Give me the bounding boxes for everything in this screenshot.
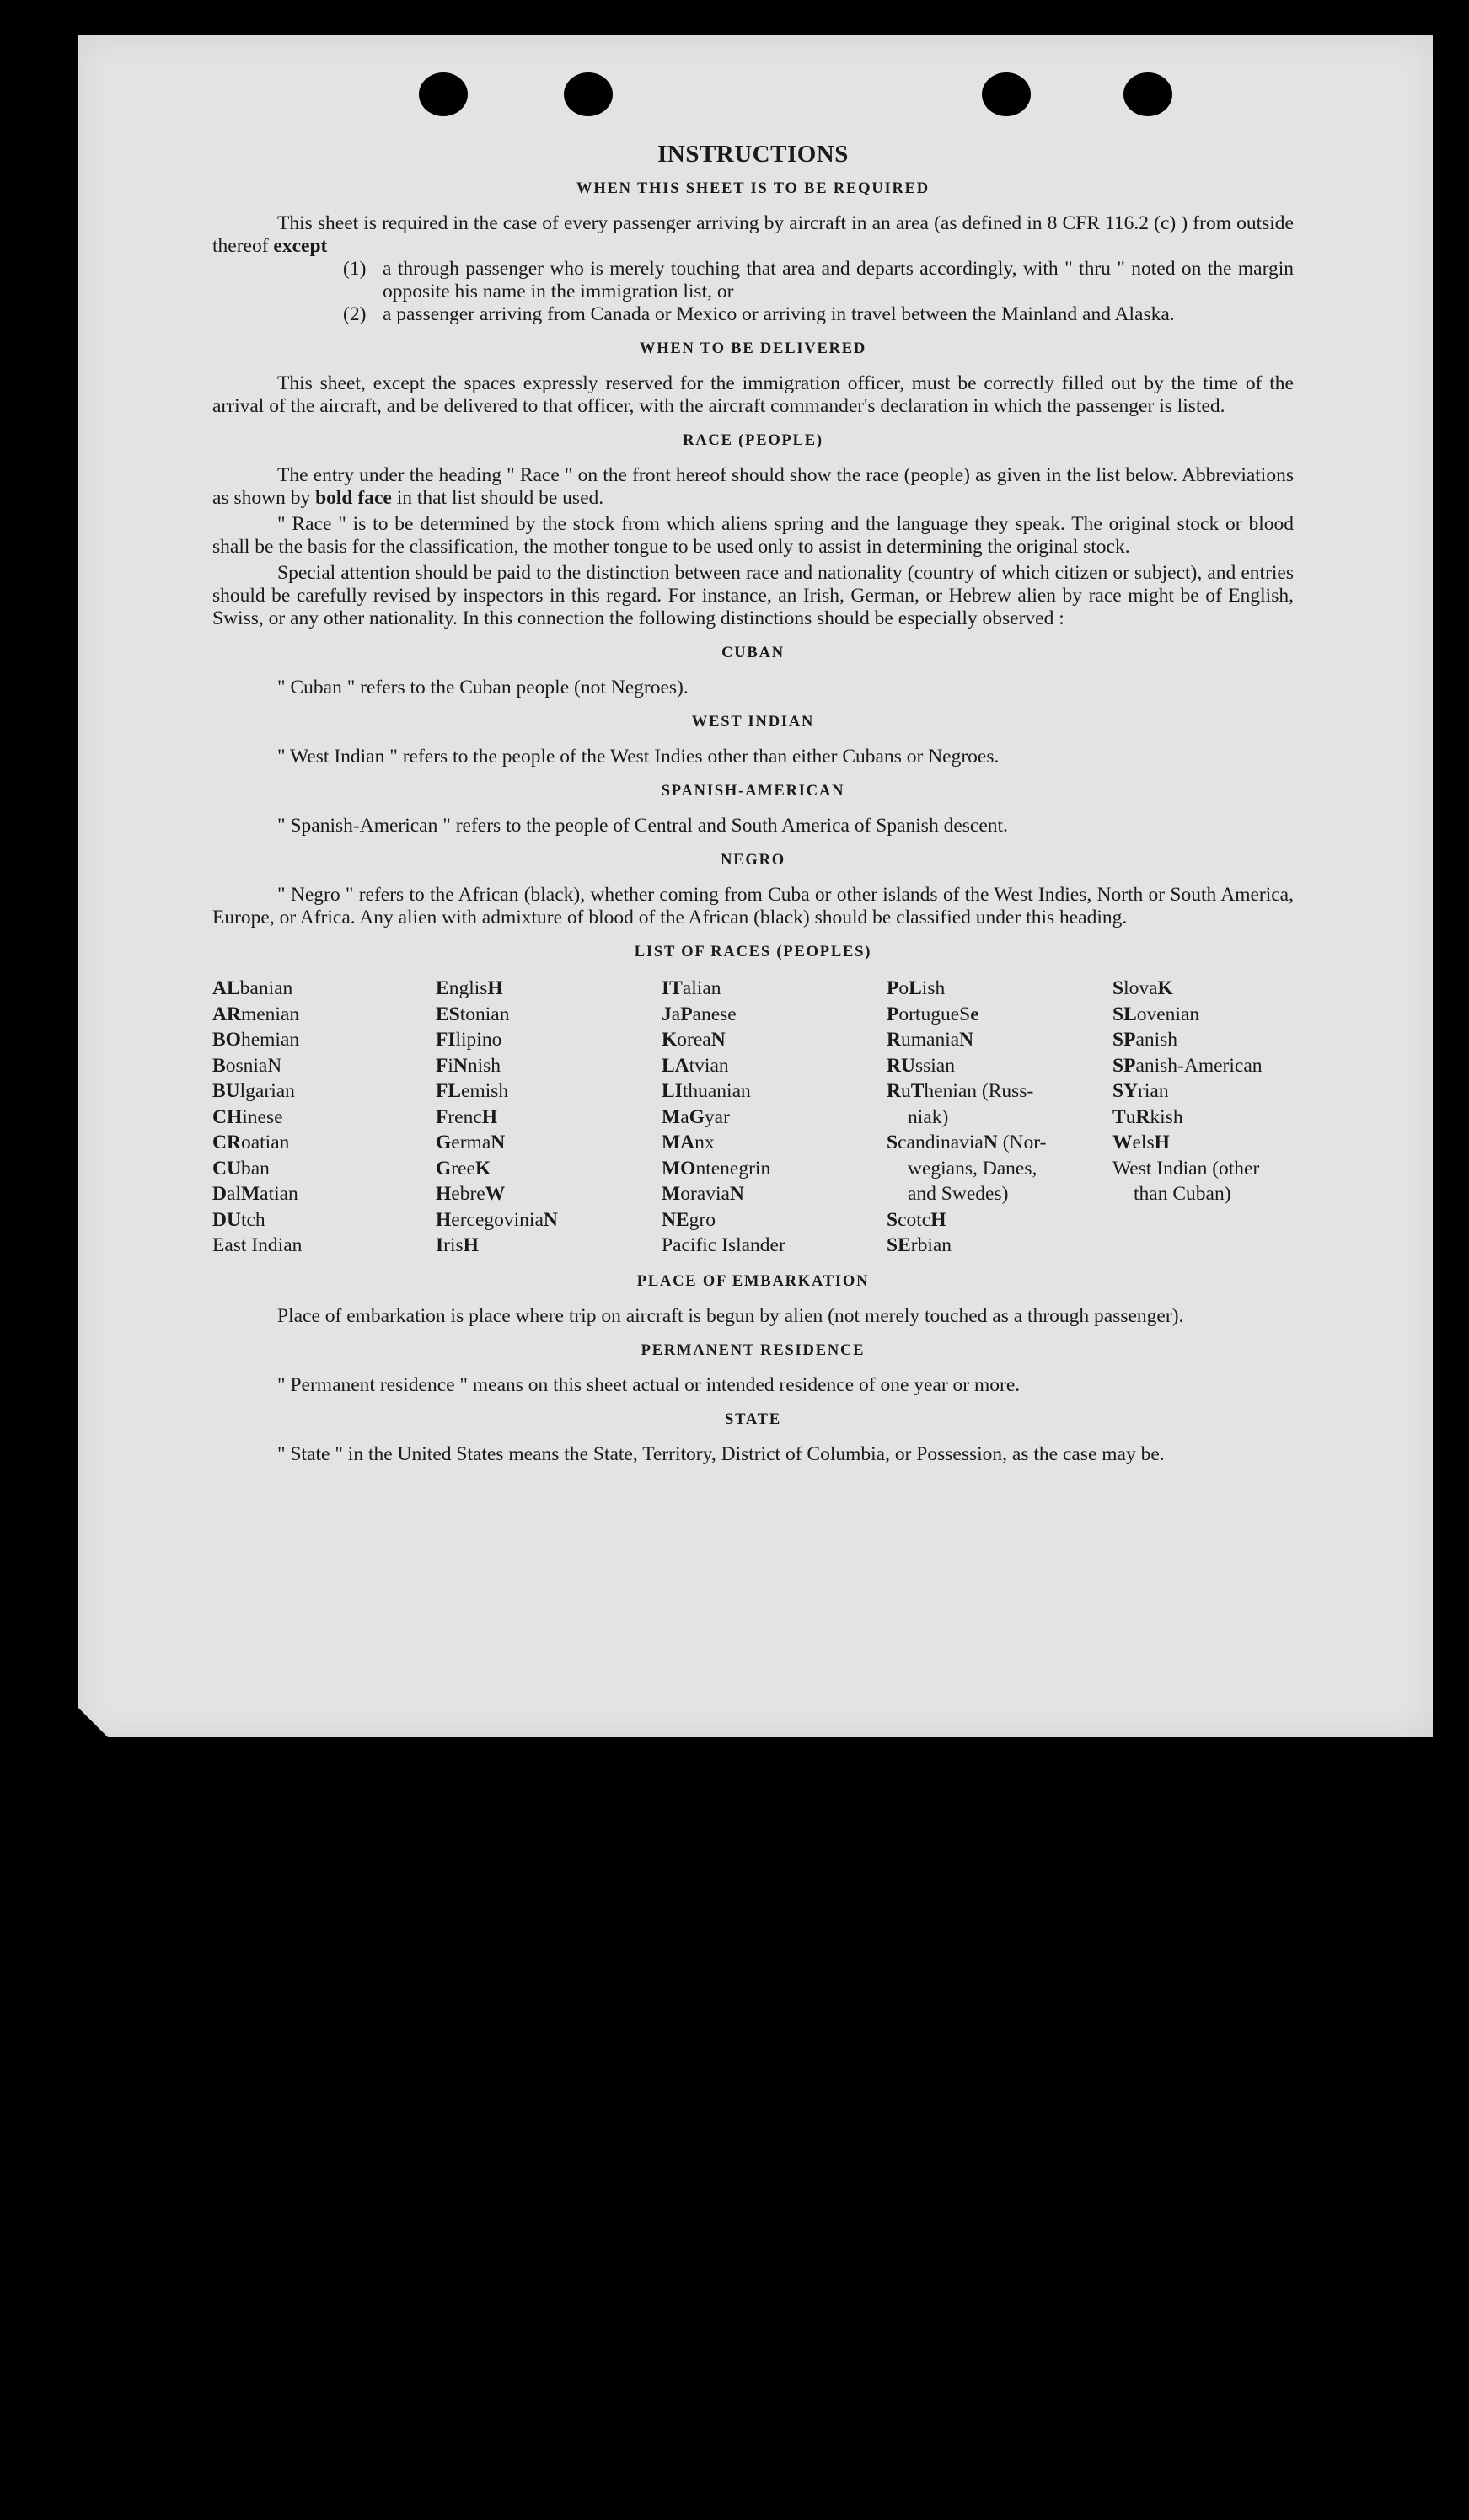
race-entry: SPanish bbox=[1112, 1029, 1178, 1051]
race-entry: GreeK bbox=[436, 1157, 491, 1180]
race-entry: ALbanian bbox=[212, 977, 293, 999]
race-entry: MAnx bbox=[662, 1132, 715, 1153]
race-entry: ITalian bbox=[662, 977, 721, 999]
race-entry: WelsH bbox=[1112, 1132, 1170, 1153]
race-entry: BosniaN bbox=[212, 1054, 282, 1077]
race-entry: RumaniaN bbox=[887, 1029, 974, 1051]
condition-item bbox=[343, 258, 1294, 303]
except-bold: except bbox=[273, 235, 328, 257]
race-entry: FiNnish bbox=[436, 1054, 501, 1077]
section-heading-when-required: WHEN THIS SHEET IS TO BE REQUIRED bbox=[576, 180, 930, 197]
race-entry: SlovaK bbox=[1112, 977, 1173, 999]
race-entry: ScandinaviaN (Nor- bbox=[887, 1132, 1047, 1153]
cuban-text: " Cuban " refers to the Cuban people (not Negroes). bbox=[277, 677, 689, 698]
races-column bbox=[212, 976, 436, 1259]
race-entry: EnglisH bbox=[436, 977, 503, 999]
section-heading-when-delivered: WHEN TO BE DELIVERED bbox=[639, 340, 867, 357]
section-heading-spanish-american: SPANISH-AMERICAN bbox=[661, 783, 845, 800]
race-entry: niak) bbox=[908, 1105, 949, 1128]
race-entry: TuRkish bbox=[1112, 1105, 1183, 1128]
race-entry: RuThenian (Russ- bbox=[887, 1080, 1034, 1102]
section-heading-state: STATE bbox=[725, 1410, 781, 1428]
race-entry: FLemish bbox=[436, 1080, 509, 1102]
embarkation-text: Place of embarkation is place where trip on aircraft is begun by alien (not merely touched as a through passenger). bbox=[277, 1304, 1184, 1327]
condition-number: (2) bbox=[343, 303, 367, 325]
when-delivered-text: This sheet, except the spaces expressly reserved for the immigration officer, must be correctly filled out by the time of the arrival of the aircraft, and be delivered to that officer, with the aircraft commander's declaration in which the passenger is listed. bbox=[212, 372, 1294, 417]
race-entry: East Indian bbox=[212, 1234, 303, 1256]
race-entry: CHinese bbox=[212, 1105, 283, 1128]
race-entry: EStonian bbox=[436, 1003, 510, 1025]
race-entry: HebreW bbox=[436, 1183, 506, 1205]
punch-hole bbox=[1123, 72, 1172, 116]
race-entry: JaPanese bbox=[662, 1003, 737, 1025]
race-entry: BOhemian bbox=[212, 1029, 300, 1051]
race-paragraph-3: Special attention should be paid to the distinction between race and nationality (country of which citizen or subject), and entries should be carefully revised by inspectors in this regard. For instance, an Irish, German, or Hebrew alien by race might be of English, Swiss, or any other nationality. In this connection the following distinctions should be especially observed : bbox=[212, 562, 1294, 629]
race-entry: SLovenian bbox=[1112, 1003, 1200, 1025]
race-entry: DalMatian bbox=[212, 1183, 298, 1205]
punch-hole bbox=[564, 72, 613, 116]
residence-text: " Permanent residence " means on this sheet actual or intended residence of one year or more. bbox=[277, 1373, 1021, 1396]
race-entry: FrencH bbox=[436, 1105, 498, 1128]
race-entry: IrisH bbox=[436, 1234, 479, 1256]
race-entry: Pacific Islander bbox=[662, 1234, 785, 1256]
condition-item bbox=[343, 303, 1294, 326]
races-column bbox=[1112, 976, 1294, 1259]
race-entry: MaGyar bbox=[662, 1105, 730, 1128]
section-heading-west-indian: WEST INDIAN bbox=[691, 714, 815, 730]
race-entry: LAtvian bbox=[662, 1054, 729, 1077]
section-heading-list-of-races: LIST OF RACES (PEOPLES) bbox=[634, 944, 872, 960]
race-entry: LIthuanian bbox=[662, 1080, 751, 1102]
race-paragraph-2: " Race " is to be determined by the stock from which aliens spring and the language they speak. The original stock or blood shall be the basis for the classification, the mother tongue to be used only to assist in determining the original stock. bbox=[212, 513, 1294, 558]
race-entry: and Swedes) bbox=[908, 1183, 1009, 1205]
race-entry: than Cuban) bbox=[1134, 1183, 1231, 1205]
section-heading-race: RACE (PEOPLE) bbox=[683, 432, 823, 449]
races-column bbox=[662, 976, 887, 1259]
race-entry: CRoatian bbox=[212, 1132, 290, 1153]
page-title: INSTRUCTIONS bbox=[657, 141, 849, 168]
race-entry: ScotcH bbox=[887, 1208, 946, 1231]
spanish-american-text: " Spanish-American " refers to the people of Central and South America of Spanish descent. bbox=[277, 815, 1008, 837]
race-entry: SErbian bbox=[887, 1234, 952, 1256]
race-entry: PoLish bbox=[887, 977, 946, 999]
race-entry: DUtch bbox=[212, 1208, 265, 1231]
section-heading-embarkation: PLACE OF EMBARKATION bbox=[636, 1272, 870, 1290]
punch-hole bbox=[982, 72, 1031, 116]
condition-text: a through passenger who is merely touching that area and departs accordingly, with " thru " noted on the margin opposite his name in the immigration list, or bbox=[383, 258, 1294, 302]
races-column bbox=[887, 976, 1112, 1259]
negro-text: " Negro " refers to the African (black), whether coming from Cuba or other islands of the West Indies, North or South America, Europe, or Africa. Any alien with admixture of blood of the African (black) should be classified under this heading. bbox=[212, 884, 1294, 928]
when-required-intro: This sheet is required in the case of every passenger arriving by aircraft in an area (as defined in 8 CFR 116.2 (c) ) from outside thereof except bbox=[212, 212, 1294, 257]
race-entry: MoraviaN bbox=[662, 1183, 744, 1205]
race-entry: RUssian bbox=[887, 1054, 955, 1077]
races-list bbox=[212, 976, 1294, 1259]
race-entry: KoreaN bbox=[662, 1029, 726, 1051]
races-column bbox=[436, 976, 662, 1259]
condition-text: a passenger arriving from Canada or Mexico or arriving in travel between the Mainland and Alaska. bbox=[383, 303, 1175, 325]
race-entry: SYrian bbox=[1112, 1080, 1169, 1102]
race-paragraph-1: The entry under the heading " Race " on the front hereof should show the race (people) as given in the list below. Abbreviations as shown by bold face in that list should be used. bbox=[212, 464, 1294, 509]
section-heading-cuban: CUBAN bbox=[721, 645, 785, 661]
instructions-content bbox=[212, 143, 1294, 1466]
race-entry: PortugueSe bbox=[887, 1003, 979, 1025]
race-entry: CUban bbox=[212, 1157, 270, 1180]
section-heading-negro: NEGRO bbox=[721, 852, 785, 869]
race-entry: MOntenegrin bbox=[662, 1157, 771, 1180]
race-entry: ARmenian bbox=[212, 1003, 300, 1025]
race-entry: wegians, Danes, bbox=[908, 1157, 1037, 1180]
bold-face-text: bold face bbox=[315, 487, 392, 509]
folded-corner bbox=[78, 1707, 108, 1737]
punch-hole bbox=[419, 72, 468, 116]
race-entry: SPanish-American bbox=[1112, 1054, 1263, 1077]
west-indian-text: " West Indian " refers to the people of the West Indies other than either Cubans or Negroes. bbox=[277, 746, 1000, 768]
race-entry: HercegoviniaN bbox=[436, 1208, 558, 1231]
race-entry: West Indian (other bbox=[1112, 1157, 1260, 1180]
state-text: " State " in the United States means the State, Territory, District of Columbia, or Possession, as the case may be. bbox=[277, 1442, 1165, 1465]
document-sheet bbox=[78, 35, 1433, 1737]
race-entry: GermaN bbox=[436, 1132, 506, 1153]
condition-number: (1) bbox=[343, 258, 367, 280]
race-entry: NEgro bbox=[662, 1208, 716, 1231]
section-heading-residence: PERMANENT RESIDENCE bbox=[641, 1341, 866, 1359]
race-entry: BUlgarian bbox=[212, 1080, 295, 1102]
race-entry: FIlipino bbox=[436, 1029, 502, 1051]
